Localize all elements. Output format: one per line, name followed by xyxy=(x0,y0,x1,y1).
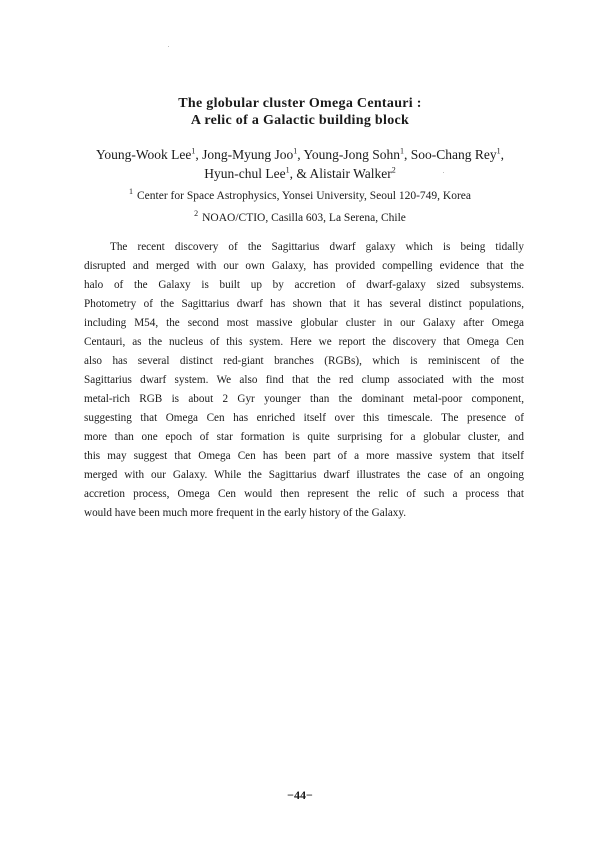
paper-title xyxy=(0,95,600,129)
affiliation-mark: 1 xyxy=(129,187,133,196)
affiliation-text: Center for Space Astrophysics, Yonsei University, Seoul 120-749, Korea xyxy=(137,189,471,202)
abstract-line: halo of the Galaxy is built up by accretion of dwarf-galaxy sized subsystems. xyxy=(84,279,524,291)
author-separator: , xyxy=(404,147,411,162)
abstract-line: this may suggest that Omega Cen has been part of a more massive system that itself xyxy=(84,450,524,462)
title-line-2: A relic of a Galactic building block xyxy=(190,113,410,128)
abstract-line: including M54, the second most massive globular cluster in our Galaxy after Omega xyxy=(84,317,524,329)
author-line-1 xyxy=(0,146,600,165)
scan-speck xyxy=(443,172,444,173)
affiliations xyxy=(0,183,600,227)
abstract-line: would have been much more frequent in the early history of the Galaxy. xyxy=(84,507,407,519)
abstract-line: Centauri, as the nucleus of this system. Here we report the discovery that Omega Cen xyxy=(84,336,524,348)
author-affil-mark: 1 xyxy=(285,165,290,174)
abstract-line: The recent discovery of the Sagittarius dwarf galaxy which is being tidally xyxy=(110,241,524,253)
author-affil-mark: 1 xyxy=(293,146,298,156)
author-name: Young-Wook Lee xyxy=(95,147,192,162)
abstract-line: suggesting that Omega Cen has enriched itself over this timescale. The presence of xyxy=(84,412,524,424)
author-name: Soo-Chang Rey xyxy=(410,147,497,162)
author-name: Alistair Walker xyxy=(309,165,392,181)
abstract xyxy=(84,238,524,523)
author-separator: , xyxy=(297,147,304,162)
title-line-1: The globular cluster Omega Centauri : xyxy=(178,96,422,111)
author-affil-mark: 2 xyxy=(391,165,396,174)
author-name: Jong-Myung Joo xyxy=(202,147,294,162)
author-name: Young-Jong Sohn xyxy=(303,147,401,162)
page-number: −44− xyxy=(287,788,313,802)
author-affil-mark: 1 xyxy=(191,146,196,156)
author-separator: , & xyxy=(289,165,310,181)
abstract-line: Photometry of the Sagittarius dwarf has shown that it has several distinct populations, xyxy=(84,298,524,310)
affiliation-text: NOAO/CTIO, Casilla 603, La Serena, Chile xyxy=(202,211,406,224)
affiliation-2 xyxy=(0,205,600,227)
author-affil-mark: 1 xyxy=(400,146,405,156)
author-affil-mark: 1 xyxy=(496,146,501,156)
abstract-line: more than one epoch of star formation is quite surprising for a globular cluster, and xyxy=(84,431,524,443)
author-name: Hyun-chul Lee xyxy=(204,165,286,181)
affiliation-1 xyxy=(0,183,600,205)
abstract-line: accretion process, Omega Cen would then represent the relic of such a process that xyxy=(84,488,524,500)
abstract-line: also has several distinct red-giant branches (RGBs), which is reminiscent of the xyxy=(84,355,524,367)
author-separator: , xyxy=(195,147,203,162)
abstract-line: merged with our Galaxy. While the Sagittarius dwarf illustrates the case of an ongoing xyxy=(84,469,524,481)
affiliation-mark: 2 xyxy=(194,208,199,218)
scan-speck xyxy=(168,46,169,47)
author-list xyxy=(0,146,600,183)
abstract-line: disrupted and merged with our own Galaxy, has provided compelling evidence that the xyxy=(84,260,524,272)
abstract-line: metal-rich RGB is about 2 Gyr younger than the dominant metal-poor component, xyxy=(84,393,524,405)
author-line-2 xyxy=(0,165,600,184)
abstract-line: Sagittarius dwarf system. We also find that the red clump associated with the most xyxy=(84,374,524,386)
author-separator: , xyxy=(500,147,505,162)
